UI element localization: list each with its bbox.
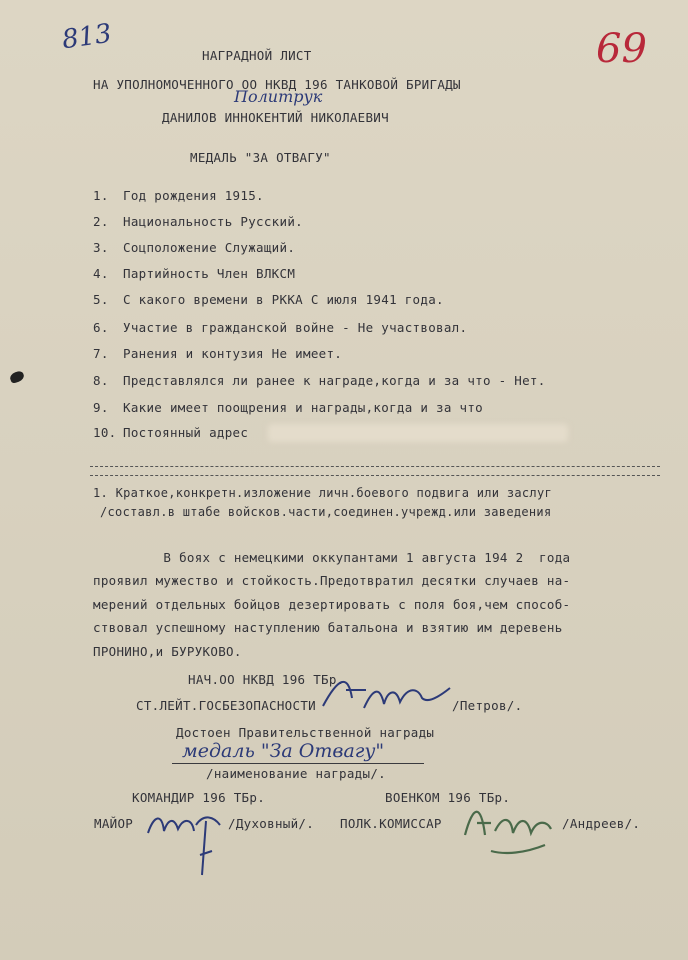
commissar-signature (455, 795, 565, 865)
body-line: мерений отдельных бойцов дезертировать с поля боя,чем способ- (93, 597, 571, 612)
signatory-name: /Петров/. (452, 698, 523, 713)
handwritten-rank: Политрук (234, 87, 323, 106)
list-item: 5. С какого времени в РККА С июля 1941 года. (93, 292, 444, 307)
commissar-rank: ПОЛК.КОМИССАР (340, 816, 442, 831)
list-item: 4. Партийность Член ВЛКСМ (93, 266, 296, 281)
commissar-title: ВОЕНКОМ 196 ТБр. (385, 790, 511, 805)
body-line: В боях с немецкими оккупантами 1 августа 194 2 года (93, 550, 571, 565)
commander-signature (140, 795, 230, 885)
commander-name: /Духовный/. (228, 816, 315, 831)
list-item: 8. Представлялся ли ранее к награде,когда и за что - Нет. (93, 373, 546, 388)
list-item: 9. Какие имеет поощрения и награды,когда и за что (93, 400, 483, 415)
sheet-number: 69 (596, 26, 647, 72)
section-header: 1. Краткое,конкретн.изложение личн.боевого подвига или заслуг (93, 486, 553, 500)
ink-stain (9, 370, 26, 384)
award-title: МЕДАЛЬ "ЗА ОТВАГУ" (190, 150, 331, 165)
list-item: 2. Национальность Русский. (93, 214, 303, 229)
list-item: 6. Участие в гражданской войне - Не участвовал. (93, 320, 468, 335)
award-underline (172, 763, 424, 764)
list-item: 7. Ранения и контузия Не имеет. (93, 346, 343, 361)
section-header-sub: /составл.в штабе войсков.части,соединен.учрежд.или заведения (100, 505, 552, 519)
signatory-head: НАЧ.ОО НКВД 196 ТБр. (188, 672, 345, 687)
commissar-name: /Андреев/. (562, 816, 641, 831)
list-item: 3. Соцположение Служащий. (93, 240, 296, 255)
document-subtitle: НА УПОЛНОМОЧЕННОГО ОО НКВД 196 ТАНКОВОЙ БРИГАДЫ (93, 77, 461, 92)
body-line: ПРОНИНО,и БУРУКОВО. (93, 644, 242, 659)
handwritten-award: медаль "За Отвагу" (182, 740, 385, 762)
separator-line (90, 466, 660, 476)
corner-handwritten-number: 813 (60, 18, 114, 56)
redacted-address (268, 424, 568, 442)
body-line: проявил мужество и стойкость.Предотвратил десятки случаев на- (93, 573, 571, 588)
commander-rank: МАЙОР (94, 816, 134, 831)
petrov-signature (318, 668, 458, 718)
person-name: ДАНИЛОВ ИННОКЕНТИЙ НИКОЛАЕВИЧ (162, 110, 389, 125)
list-item: 1. Год рождения 1915. (93, 188, 264, 203)
signatory-rank: СТ.ЛЕЙТ.ГОСБЕЗОПАСНОСТИ (136, 698, 316, 713)
award-worthy-statement: Достоен Правительственной награды (176, 725, 435, 740)
document-title: НАГРАДНОЙ ЛИСТ (202, 48, 312, 63)
commander-title: КОМАНДИР 196 ТБр. (132, 790, 266, 805)
list-item: 10. Постоянный адрес (93, 425, 249, 440)
body-line: ствовал успешному наступлению батальона и взятию им деревень (93, 620, 563, 635)
award-caption: /наименование награды/. (206, 766, 386, 781)
